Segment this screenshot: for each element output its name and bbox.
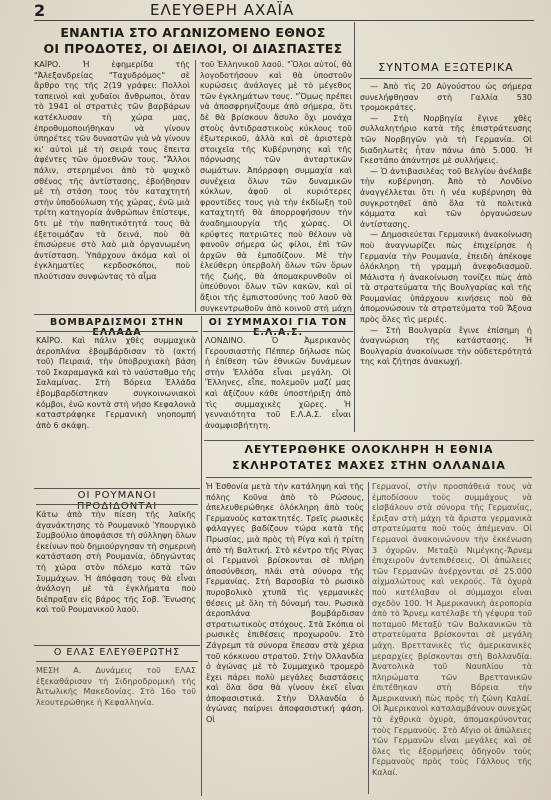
brief-item: — Ὁ ἀντιβασιλέας τοῦ Βελγίου ἀνέλαβε τὴν κυβέρνηση. Ἀπὸ τὸ Λονδίνο ἀναγγέλλεται ὅτι ἡ νέα κυβέρνηση θὰ συγκροτηθεῖ ἀπὸ ὅλα τὰ πολιτικὰ κόμματα καὶ τῶν ὀργανώσεων ἀντίστασης. <box>360 166 532 229</box>
estonia-headline-rule <box>206 477 532 478</box>
section-rule <box>34 645 200 646</box>
column-rule <box>201 316 202 796</box>
lead-article-col2: τοῦ Ἑλληνικοῦ λαοῦ. "Ὅλοι αὐτοί, θὰ λογοδοτήσουν καὶ θὰ ὑποστοῦν κυρώσεις ἀνάλογες μὲ τὸ μέγεθος τῶν ἐγκλημάτων τους. "Ὅμως πρέπει νὰ ἀποσφρηνίζουμε ἀπὸ σήμερα, ὅτι δὲ θὰ βρίσκουν ἄσυλο ὄχι μονάχα στοὺς ἀντιδραστικοὺς κύκλους τοῦ ἐξωτερικοῦ, ἀλλὰ καὶ σὲ ἀριστερὰ στοιχεῖα τῆς Κυβέρνησης καὶ τῆς πόρνωσης τῶν ἀνταρτικῶν σωμάτων. Ἀπόρραφη συμμαχία καὶ συνέχεια ὅλων τῶν δυναμικῶν κύκλων, ἀφοῦ οἱ κυριότερες φροντίδες τους γιὰ τὴν ἐκδίωξη τοῦ καταχτητῆ θὰ ἀπορροφήσουν τὴν ἀναδημιουργία τῆς χώρας. Οἱ κρύφτες πατριῶτες ποὺ θέλουν νὰ φανοῦν σήμερα ὡς φίλοι, ἐπὶ τῶν ἀρχῶν θὰ ἐμποδίζουν. Μὲ τὴν ἐλεύθερη ὑπερβολὴ ὅλων τῶν ὅρων τῆς ζωῆς, θὰ ἀπομακρυνθοῦν οἱ ὑπεύθυνοι ὅλων τῶν κακῶν, καὶ οἱ ἄξιοι τῆς ἐμπιστοσύνης τοῦ λαοῦ θὰ συγκεντρωθοῦν ἀπὸ κοινοῦ στὴ μάχη <box>200 60 352 312</box>
section-rule <box>34 314 354 315</box>
elas-headline-rule <box>36 661 198 662</box>
masthead-title: ΕΛΕΥΘΕΡΗ ΑΧΑΪΑ <box>150 1 295 19</box>
masthead-rule <box>34 20 534 21</box>
lead-headline-line1: ΕΝΑΝΤΙΑ ΣΤΟ ΑΓΩΝΙΖΟΜΕΝΟ ΕΘΝΟΣ <box>60 25 326 40</box>
section-rule <box>34 488 200 489</box>
bombing-headline: ΒΟΜΒΑΡΔΙΣΜΟΙ ΣΤΗΝ ΕΛΛΑΔΑ <box>50 317 184 339</box>
allies-headline: ΟΙ ΣΥΜΜΑΧΟΙ ΓΙΑ ΤΟΝ Ε.Λ.Α.Σ. <box>208 317 348 339</box>
elas-article-body: ΜΕΣΗ Α. Δυνάμεις τοῦ ΕΛΑΣ ἐξεκαθάρισαν τὴ Σιδηροδρομικὴ τῆς Ἀιτωλικῆς Μακεδονίας. Στὸ 16ο τοῦ λεουτερώθηκε ἡ Κεφαλληνία. <box>36 666 196 707</box>
brief-item: — Δημοσιεύεται Γερμανικὴ ἀνακοίνωση ποὺ ἀναγνωρίζει πὼς ἐπιχείρησε ἡ Γερμανία τὴν Ρουμανία, ἐπειδὴ ἀπέκοψε ὁλόκληρη τὴ γραμμὴ ἀνεφοδιασμοῦ. Μάλιστα ἡ ἀνακοίνωση τονίζει πὼς ἀπὸ τὰ στρατεύματα τῆς Βουλγαρίας καὶ τῆς Ρουμανίας ὑπάρχουν κινήσεις ποὺ θὰ ἀπομονώσουν τὰ στρατεύματα τοῦ Ἄξονα πρὸς ὅλες τὶς μεριές. <box>360 230 532 325</box>
bombing-headline-rule <box>36 331 198 332</box>
external-briefs-headline: ΣΥΝΤΟΜΑ ΕΞΩΤΕΡΙΚΑ <box>378 61 514 74</box>
romania-article-body: Κάτω ἀπὸ τὴν πίεση τῆς λαϊκῆς ἀγανάκτησης τὸ Ρουμανικὸ Ὑπουργικὸ Συμβούλιο ἀποφάσισε τὴ σύλληψη ὅλων ἐκείνων ποὺ δημιούργησαν τὴ σημερινὴ κατάσταση στὴ Ρουμανία, ὁδηγώντας τὴ χώρα στὸν πόλεμο κατὰ τῶν Συμμάχων. Ἡ ἀπόφαση τους θὰ εἶναι ἀνάλογη μὲ τὰ ἐγκλήματα ποὺ διέπραξαν εἰς βάρος τῆς Σοβ. Ἕνωσης καὶ τοῦ Ρουμανικοῦ λαοῦ. <box>36 510 196 615</box>
elas-headline: Ο ΕΛΑΣ ΕΛΕΥΘΕΡΩΤΗΣ <box>53 647 181 658</box>
estonia-headline-line2: ΣΚΛΗΡΟΤΑΤΕΣ ΜΑΧΕΣ ΣΤΗΝ ΟΛΛΑΝΔΙΑ <box>232 459 506 472</box>
column-rule <box>195 60 196 312</box>
estonia-article-col1: Ἡ Ἐσθονία μετὰ τὴν κατάληψη καὶ τῆς πόλης Κοῦνα ἀπὸ τὸ Ρώσους, ἀπελευθερώθηκε ὁλόκληρη ἀπὸ τοὺς Γερμανοὺς κατακτητές. Τρεῖς ρωσικὲς φάλαγγες βαδίζουν τώρα κατὰ τῆς Πρωσίας, μιὰ πρὸς τὴ Ρίγα καὶ ἡ τρίτη ἀπὸ τὴ Βαλτική. Στὸ κέντρο τῆς Ρίγας οἱ Γερμανοὶ βρίσκονται σὲ πλήρη ἀποσύνθεση, πλάι στὰ σύνορα τῆς Γερμανίας. Στὴ Βαρσοβία τὸ ρωσικὸ πυροβολικὸ χτυπᾶ τὶς γερμανικὲς θέσεις μὲ ὅλη τὴ δύναμή του. Ρωσικὰ ἀεροπλάνα βομβάρδισαν στρατιωτικοὺς στόχους. Στὰ Σκόπια οἱ ρωσικὲς ἐπιθέσεις προχωροῦν. Στὸ Ζάγρεμπ τὰ σύνορα ἔπεσαν στὰ χέρια τοῦ κόκκινου στρατοῦ. Στὴν Ὀλλανδία ὁ ἀγώνας μὲ τὸ Συμμαχικὸ τρομερὸ ἔχει πάρει πολὺ μεγάλες διαστάσεις καὶ ὅλα ὅσα θὰ γίνουν ἐκεῖ εἶναι ἀποφασιστικά. Στὴν Ὀλλανδία ὁ ἀγώνας παίρνει ἀποφασιστική φάση. Οἱ <box>206 482 364 725</box>
page-number: 2 <box>34 1 46 20</box>
lead-article-col1: ΚΑΪΡΟ. Ἡ ἐφημερίδα τῆς "Ἀλεξανδρείας "Ταχυδρόμος" σὲ ἄρθρο της τῆς 2(19 γράφει: Πολλοὶ ταπεινοὶ καὶ χυδαῖοι ἄνθρωποι, ὅταν τὸ 1941 οἱ στρατιὲς τῶν βαρβάρων κατέκλυσαν τὴ χώρα μας, ἐπροθυμοποιήθηκαν νὰ γίνουν ὑπηρέτες τῶν δυναστῶν γιὰ νὰ γίνουν κι' αὐτοὶ μὲ τὴ σειρά τους ἔπειτα ἀφέντες τῶν ὁμοεθνῶν τους. "Ἄλλοι πάλιν, στερημένοι ἀπὸ τὸ ψυχικὸ σθένος τῆς ἀντίστασης, ἐβοήθησαν μὲ τὴ στάση τους τὸν καταχτητή στὴν ὑποδούλωση τῆς χώρας, ἐνῶ μιὰ τρίτη κατηγορία ἀνθρώπων ἐπίστεψε, δτι μὲ τὴν παθητικότητά τους θὰ ἐξετοιμάζαν τὰ δεινά, ποὺ θὰ ἐπισώρευε στὸ λαὸ μιὰ ὀργανωμένη ἀντίσταση. Ὑπάρχουν ἀκόμα καὶ οἱ ἐγκληματίες κερδοσκόποι, ποὺ πλούτισαν συνφώντας τὸ αἷμα <box>34 60 190 281</box>
lead-headline-line2: ΟΙ ΠΡΟΔΟΤΕΣ, ΟΙ ΔΕΙΛΟΙ, ΟΙ ΔΙΑΣΠΑΣΤΕΣ <box>43 41 343 56</box>
brief-item: — Στὴ Νορβηγία ἔγινε χθὲς συλλαλητήριο κατὰ τῆς ἐπιστράτευσης τῶν Νορβηγῶν γιὰ τὴ Γερμανία. Οἱ διαδηλωτὲς ἦταν πάνω ἀπὸ 5.000. Ἡ Γκεστάπο ἀπάντησε μὲ συλλήψεις. <box>360 113 532 166</box>
estonia-article-col2: Γερμανοί, στὴν προσπάθειά τους νὰ ἐμποδίσουν τοὺς συμμάχους νὰ εἰσβάλουν στὰ σύνορα τῆς Γερμανίας, ἔριξαν στὴ μάχη τὰ ἄριστα γερμανικὰ στρατεύματα ποὺ τοὺς ἀπέμεναν. Οἱ Γερμανοὶ ἀνακοινώνουν τὴν ἐκκένωση 3 ὀχυρῶν. Μεταξὺ Νιμέγκης-Ἄρνεμ ἐπιχειροῦν ἀντεπιθέσεις. Οἱ ἀπώλειες τῶν Γερμανῶν ἀνέρχονται σὲ 25.000 αἰχμαλώτους καὶ νεκρούς. Τὰ ὀχυρὰ ποὺ κατέλαβαν οἱ σύμμαχοι εἶναι σχεδὸν 100. Ἡ Ἀμερικανικὴ ἀεροπορία ἀπὸ τὸ Ἄρνεμ κατέλαβε τὴ γέφυρα τοῦ ποταμοῦ Μεταξὺ τῶν Βαλκανικῶν τὰ στρατεύματα βρίσκονται σὲ μεγάλη μάχη. Βρεττανικὲς τὶς ἀμερικανικὲς μεραρχίες βρίσκονται στὴ Βολλανδία. Ἀνατολικὰ τοῦ Ναυπλίου τὰ πληρώματα τῶν Βρεττανικῶν ἐπιτέθηκαν στὴ Βόρεια τὴν Ἀμερικανικὴ πὼς πρὸς τὴ ζώνη Καλαί. Οἱ Ἀμερικανοὶ καταλαμβάνουν συνεχῶς τὰ ἐχθρικὰ ὀχυρὰ, ἀπομακρύνοντας τοὺς Γερμανοὺς. Στὸ Αἴγιο οἱ ἀπώλειες τῶν Γερμανῶν εἶναι μεγάλες καὶ σὲ ὅλες τὶς ἐξορμήσεις ὁδηγοῦν τοὺς Γερμανοὺς πρὸς τοὺς Γάλλους τῆς Καλαί. <box>372 482 532 778</box>
romania-headline: ΟΙ ΡΟΥΜΑΝΟΙ ΠΡΟΔΙΔΟΝΤΑΙ <box>76 490 158 512</box>
column-rule <box>368 482 369 794</box>
external-briefs-rule <box>360 78 532 79</box>
sidebar-rule <box>354 22 355 432</box>
brief-item: — Ἀπὸ τὶς 20 Αὐγούστου ὡς σήμερα συνελήφθησαν στὴ Γαλλία 530 τρομοκράτες. <box>360 82 532 113</box>
romania-headline-rule <box>36 504 198 505</box>
section-rule <box>204 440 534 441</box>
bombing-article-body: ΚΑΪΡΟ. Καὶ πάλιν χθὲς συμμαχικὰ ἀεροπλάνα ἐβομβάρδισαν τὸ (ακτή τοῦ) Πειραιά, τὴν ὑποβρυχιακὴ βάση τοῦ Σκαραμαγκᾶ καὶ τὸ ναύσταθμο τῆς Σαλαμίνας. Στὴ Βόρεια Ἑλλάδα ἐβομβαρδίστηκαν συγκοινωνιακοὶ κόμβοι, ἐνῶ κοντὰ στὴ νῆσο Κεφαλονιὰ καταστράφηκε Γερμανικὴ νηοπομπή ἀπὸ 6 σκάφη. <box>36 336 196 430</box>
brief-item: — Στὴ Βουλγαρία ἔγινε ἐπίσημη ἡ ἀναγνώριση τῆς κατάστασης. Ἡ Βουλγαρία ἀνακοίνωσε τὴν οὐδετερότητά της καὶ ζήτησε ἀνακωχή. <box>360 325 532 367</box>
external-briefs-body <box>360 82 532 382</box>
allies-article-body: ΛΟΝΔΙΝΟ. Ὁ Ἀμερικανὸς Γερουσιαστὴς Πέππερ δήλωσε πὼς ἡ ἐπίθεση τῶν ἐθνικῶν δυνάμεων στὴν Ἑλλάδα εἶναι μεγάλη. Οἱ Ἕλληνες, εἶπε, πολεμοῦν μαζί μας καὶ ἀξίζουν κάθε ὑποστήριξη ἀπὸ τὶς συμμαχικὲς χῶρες. Ἡ γενναιότητα τοῦ Ε.Λ.Α.Σ. εἶναι ἀναμφισβήτητη. <box>205 336 351 430</box>
estonia-headline-line1: ΛΕΥΤΕΡΩΘΗΚΕ ΟΛΟΚΛΗΡΗ Η ΕΘΝΙΑ <box>244 443 494 456</box>
allies-headline-rule <box>203 331 353 332</box>
